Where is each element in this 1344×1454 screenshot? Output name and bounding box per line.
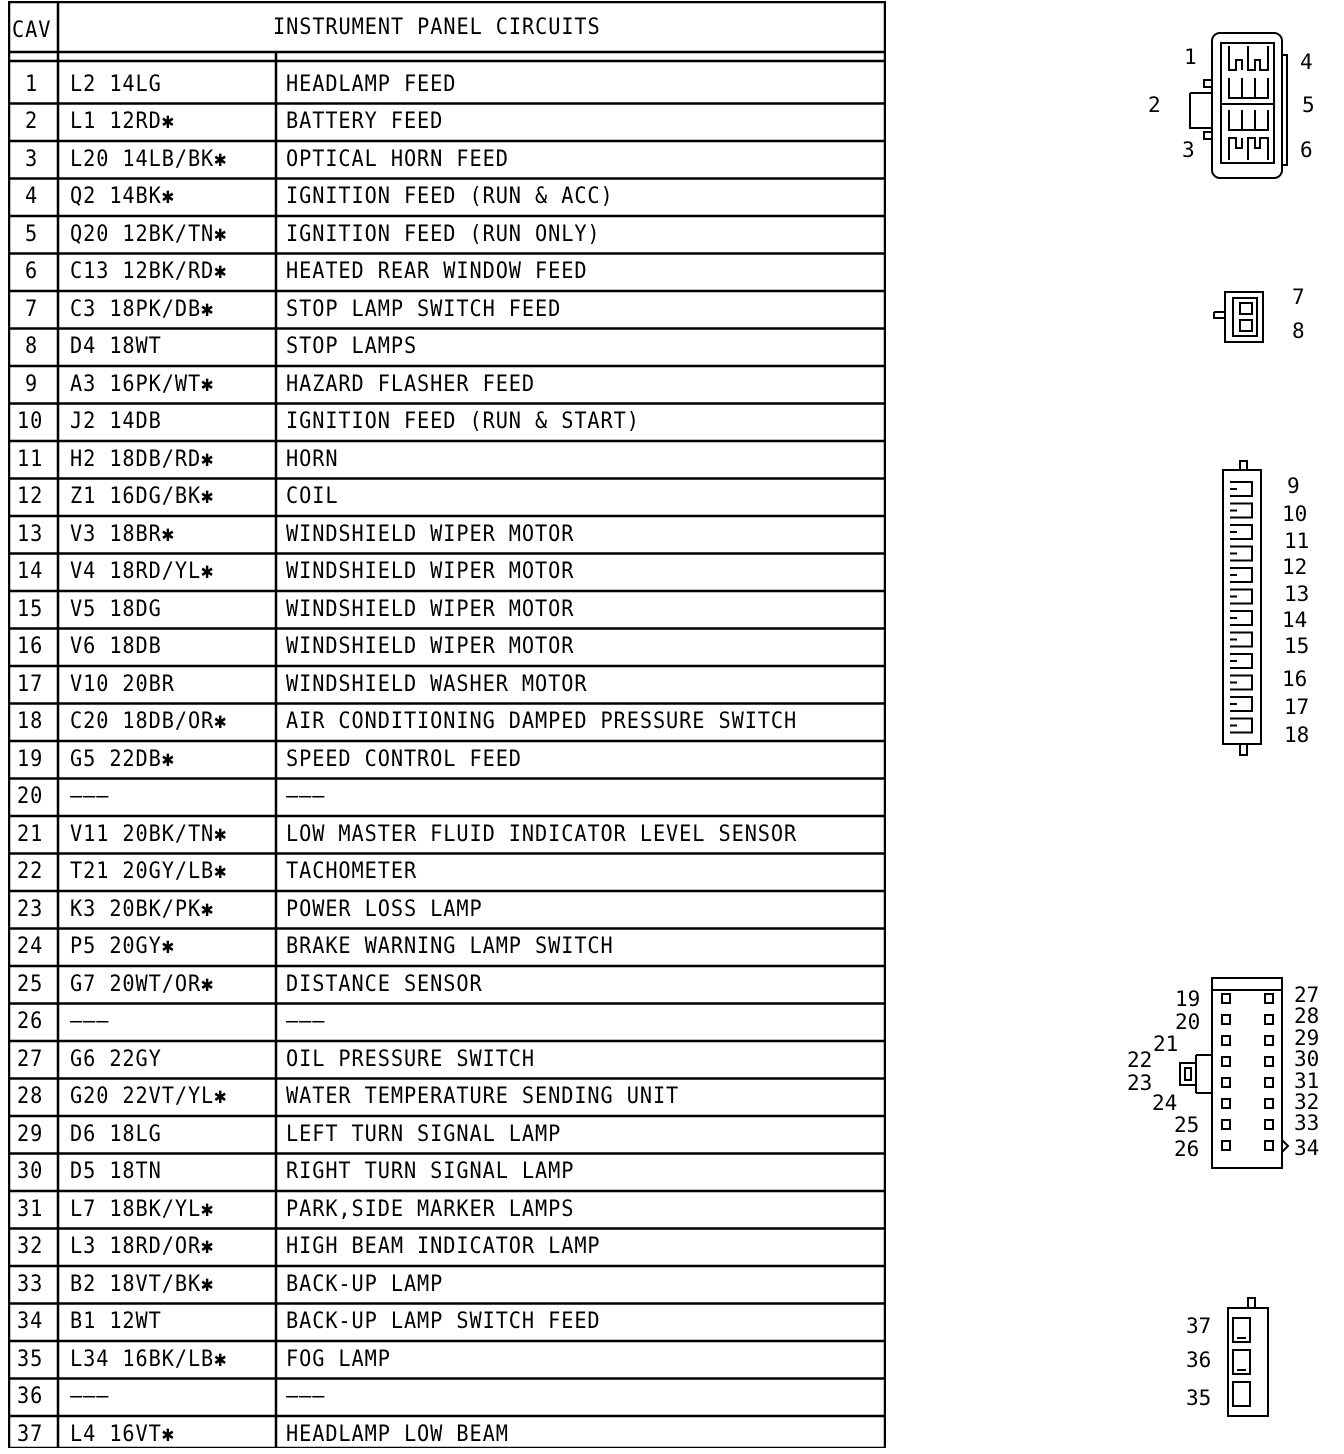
row-func: STOP LAMPS bbox=[286, 334, 418, 360]
row-func: WINDSHIELD WIPER MOTOR bbox=[286, 596, 575, 622]
row-cav: 19 bbox=[17, 746, 44, 772]
pin-label: 3 bbox=[1182, 138, 1195, 162]
pin-label: 9 bbox=[1287, 474, 1300, 498]
pin-label: 30 bbox=[1294, 1047, 1320, 1071]
header-cav: CAV bbox=[12, 18, 52, 43]
row-wire: A3 16PK/WT✱ bbox=[70, 371, 215, 397]
pin-label: 28 bbox=[1294, 1004, 1320, 1028]
row-func: HEADLAMP LOW BEAM bbox=[286, 1421, 509, 1447]
row-cav: 18 bbox=[17, 709, 44, 735]
pin-label: 34 bbox=[1294, 1136, 1320, 1160]
pin-label: 15 bbox=[1284, 634, 1310, 658]
row-func: ——— bbox=[286, 1384, 326, 1410]
connector-c4-slots bbox=[1222, 994, 1273, 1150]
row-func: WINDSHIELD WIPER MOTOR bbox=[286, 634, 575, 660]
pin-label: 23 bbox=[1127, 1071, 1153, 1095]
row-cav: 4 bbox=[25, 184, 39, 210]
row-cav: 25 bbox=[17, 971, 44, 997]
row-wire: G7 20WT/OR✱ bbox=[70, 971, 215, 997]
row-cav: 8 bbox=[25, 334, 39, 360]
pin-label: 12 bbox=[1282, 555, 1308, 579]
pin-label: 18 bbox=[1284, 723, 1310, 747]
row-func: STOP LAMP SWITCH FEED bbox=[286, 296, 562, 322]
row-wire: G5 22DB✱ bbox=[70, 746, 175, 772]
row-func: IGNITION FEED (RUN & START) bbox=[286, 409, 640, 435]
row-cav: 21 bbox=[17, 821, 44, 847]
row-cav: 29 bbox=[17, 1121, 44, 1147]
pin-label: 7 bbox=[1292, 285, 1305, 309]
row-func: HORN bbox=[286, 446, 339, 472]
row-wire: D4 18WT bbox=[70, 334, 162, 360]
row-wire: H2 18DB/RD✱ bbox=[70, 446, 215, 472]
row-cav: 14 bbox=[17, 559, 44, 585]
row-func: IGNITION FEED (RUN & ACC) bbox=[286, 184, 614, 210]
row-func: WINDSHIELD WASHER MOTOR bbox=[286, 671, 588, 697]
row-cav: 33 bbox=[17, 1271, 44, 1297]
connector-c5 bbox=[1228, 1298, 1268, 1416]
row-cav: 16 bbox=[17, 634, 44, 660]
row-wire: D5 18TN bbox=[70, 1159, 162, 1185]
row-cav: 7 bbox=[25, 296, 39, 322]
pin-label: 13 bbox=[1284, 582, 1310, 606]
row-func: BRAKE WARNING LAMP SWITCH bbox=[286, 934, 614, 960]
row-cav: 23 bbox=[17, 896, 44, 922]
row-func: HAZARD FLASHER FEED bbox=[286, 371, 536, 397]
row-cav: 11 bbox=[17, 446, 44, 472]
row-wire: ——— bbox=[70, 1384, 110, 1410]
pin-label: 26 bbox=[1174, 1137, 1200, 1161]
connector-c1 bbox=[1190, 33, 1287, 178]
row-cav: 20 bbox=[17, 784, 44, 810]
row-func: COIL bbox=[286, 484, 339, 510]
row-wire: L3 18RD/OR✱ bbox=[70, 1234, 215, 1260]
row-func: BACK-UP LAMP bbox=[286, 1271, 444, 1297]
row-cav: 37 bbox=[17, 1421, 44, 1447]
pin-label: 36 bbox=[1186, 1348, 1212, 1372]
row-wire: Z1 16DG/BK✱ bbox=[70, 484, 215, 510]
row-wire: J2 14DB bbox=[70, 409, 162, 435]
pin-label: 24 bbox=[1152, 1091, 1178, 1115]
row-func: ——— bbox=[286, 784, 326, 810]
pin-label: 35 bbox=[1186, 1386, 1212, 1410]
row-wire: L34 16BK/LB✱ bbox=[70, 1346, 228, 1372]
row-func: HEADLAMP FEED bbox=[286, 71, 457, 97]
pin-label: 11 bbox=[1284, 529, 1310, 553]
row-cav: 24 bbox=[17, 934, 44, 960]
row-func: TACHOMETER bbox=[286, 859, 418, 885]
row-func: PARK,SIDE MARKER LAMPS bbox=[286, 1196, 575, 1222]
row-wire: ——— bbox=[70, 784, 110, 810]
row-wire: B2 18VT/BK✱ bbox=[70, 1271, 215, 1297]
row-func: WINDSHIELD WIPER MOTOR bbox=[286, 521, 575, 547]
row-cav: 26 bbox=[17, 1009, 44, 1035]
row-func: HIGH BEAM INDICATOR LAMP bbox=[286, 1234, 601, 1260]
row-wire: V11 20BK/TN✱ bbox=[70, 821, 228, 847]
row-wire: V5 18DG bbox=[70, 596, 162, 622]
row-wire: P5 20GY✱ bbox=[70, 934, 175, 960]
pin-label: 20 bbox=[1175, 1010, 1201, 1034]
pin-label: 32 bbox=[1294, 1090, 1320, 1114]
row-func: WINDSHIELD WIPER MOTOR bbox=[286, 559, 575, 585]
pin-label: 21 bbox=[1153, 1032, 1179, 1056]
pin-label: 4 bbox=[1300, 50, 1313, 74]
row-func: HEATED REAR WINDOW FEED bbox=[286, 259, 588, 285]
row-wire: C13 12BK/RD✱ bbox=[70, 259, 228, 285]
row-cav: 15 bbox=[17, 596, 44, 622]
pin-label: 33 bbox=[1294, 1111, 1320, 1135]
pin-label: 14 bbox=[1282, 608, 1308, 632]
row-cav: 17 bbox=[17, 671, 44, 697]
row-wire: Q20 12BK/TN✱ bbox=[70, 221, 228, 247]
row-cav: 10 bbox=[17, 409, 44, 435]
pin-label: 19 bbox=[1175, 987, 1201, 1011]
pin-label: 1 bbox=[1184, 45, 1197, 69]
row-wire: Q2 14BK✱ bbox=[70, 184, 175, 210]
row-wire: D6 18LG bbox=[70, 1121, 162, 1147]
pin-label: 8 bbox=[1292, 319, 1305, 343]
row-cav: 2 bbox=[25, 109, 39, 135]
row-func: BATTERY FEED bbox=[286, 109, 444, 135]
row-func: FOG LAMP bbox=[286, 1346, 391, 1372]
row-wire: ——— bbox=[70, 1009, 110, 1035]
row-cav: 28 bbox=[17, 1084, 44, 1110]
row-wire: V10 20BR bbox=[70, 671, 175, 697]
row-func: RIGHT TURN SIGNAL LAMP bbox=[286, 1159, 575, 1185]
row-cav: 3 bbox=[25, 146, 39, 172]
pin-label: 25 bbox=[1174, 1113, 1200, 1137]
row-func: SPEED CONTROL FEED bbox=[286, 746, 522, 772]
row-wire: C3 18PK/DB✱ bbox=[70, 296, 215, 322]
row-func: WATER TEMPERATURE SENDING UNIT bbox=[286, 1084, 680, 1110]
row-wire: G20 22VT/YL✱ bbox=[70, 1084, 228, 1110]
pin-label: 37 bbox=[1186, 1314, 1212, 1338]
row-func: LEFT TURN SIGNAL LAMP bbox=[286, 1121, 562, 1147]
row-wire: L1 12RD✱ bbox=[70, 109, 175, 135]
row-func: ——— bbox=[286, 1009, 326, 1035]
row-cav: 5 bbox=[25, 221, 39, 247]
row-func: LOW MASTER FLUID INDICATOR LEVEL SENSOR bbox=[286, 821, 798, 847]
row-func: OIL PRESSURE SWITCH bbox=[286, 1046, 536, 1072]
row-cav: 35 bbox=[17, 1346, 44, 1372]
pin-label: 16 bbox=[1282, 667, 1308, 691]
row-cav: 36 bbox=[17, 1384, 44, 1410]
pin-label: 31 bbox=[1294, 1069, 1320, 1093]
row-func: OPTICAL HORN FEED bbox=[286, 146, 509, 172]
pin-label: 5 bbox=[1302, 93, 1315, 117]
pin-label: 10 bbox=[1282, 502, 1308, 526]
row-wire: V3 18BR✱ bbox=[70, 521, 175, 547]
row-cav: 12 bbox=[17, 484, 44, 510]
row-wire: L2 14LG bbox=[70, 71, 162, 97]
row-func: AIR CONDITIONING DAMPED PRESSURE SWITCH bbox=[286, 709, 798, 735]
pin-label: 6 bbox=[1300, 138, 1313, 162]
connector-c3-slots bbox=[1230, 482, 1252, 733]
pin-label: 27 bbox=[1294, 983, 1320, 1007]
row-cav: 31 bbox=[17, 1196, 44, 1222]
row-cav: 32 bbox=[17, 1234, 44, 1260]
row-wire: C20 18DB/OR✱ bbox=[70, 709, 228, 735]
row-cav: 22 bbox=[17, 859, 44, 885]
connector-c2 bbox=[1214, 292, 1263, 342]
row-wire: V4 18RD/YL✱ bbox=[70, 559, 215, 585]
row-cav: 1 bbox=[25, 71, 39, 97]
header-title: INSTRUMENT PANEL CIRCUITS bbox=[273, 15, 601, 40]
row-cav: 13 bbox=[17, 521, 44, 547]
row-cav: 9 bbox=[25, 371, 39, 397]
pin-label: 17 bbox=[1284, 695, 1310, 719]
row-cav: 27 bbox=[17, 1046, 44, 1072]
row-wire: K3 20BK/PK✱ bbox=[70, 896, 215, 922]
row-wire: V6 18DB bbox=[70, 634, 162, 660]
row-wire: B1 12WT bbox=[70, 1309, 162, 1335]
pin-label: 2 bbox=[1148, 93, 1161, 117]
row-func: POWER LOSS LAMP bbox=[286, 896, 483, 922]
row-cav: 30 bbox=[17, 1159, 44, 1185]
row-wire: L7 18BK/YL✱ bbox=[70, 1196, 215, 1222]
row-cav: 34 bbox=[17, 1309, 44, 1335]
row-func: BACK-UP LAMP SWITCH FEED bbox=[286, 1309, 601, 1335]
row-wire: T21 20GY/LB✱ bbox=[70, 859, 228, 885]
row-wire: G6 22GY bbox=[70, 1046, 162, 1072]
row-wire: L4 16VT✱ bbox=[70, 1421, 175, 1447]
pin-label: 22 bbox=[1127, 1048, 1153, 1072]
row-wire: L20 14LB/BK✱ bbox=[70, 146, 228, 172]
row-cav: 6 bbox=[25, 259, 39, 285]
row-func: DISTANCE SENSOR bbox=[286, 971, 483, 997]
pin-label: 29 bbox=[1294, 1026, 1320, 1050]
row-func: IGNITION FEED (RUN ONLY) bbox=[286, 221, 601, 247]
